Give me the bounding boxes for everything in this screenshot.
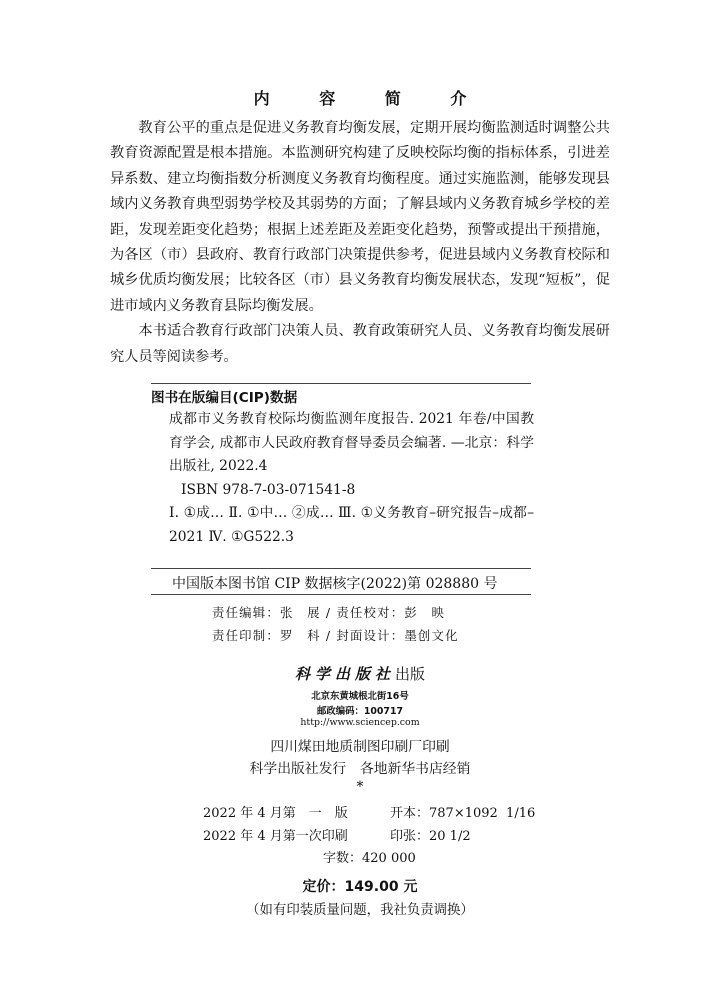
cip-top-rule: [151, 383, 531, 384]
printer: 四川煤田地质制图印刷厂印刷: [270, 739, 450, 755]
distribution: 科学出版社发行 各地新华书店经销: [249, 761, 471, 777]
imprint-printing: 2022 年 4 月第一次印刷: [203, 829, 348, 844]
publisher-logo-text: 科学出版社: [294, 665, 395, 683]
separator-star: *: [356, 779, 364, 795]
summary-paragraph: 本书适合教育行政部门决策人员、教育政策研究人员、义务教育均衡发展研究人员等阅读参考。: [110, 323, 610, 365]
page-title: 内 容 简 介: [253, 89, 489, 108]
imprint-sheets: 印张：20 1/2: [390, 829, 471, 844]
staff-line-production: 责任印制：罗 科 / 封面设计：墨创文化: [212, 628, 459, 643]
isbn: ISBN 978-7-03-071541-8: [181, 481, 356, 498]
publisher-website: http://www.sciencep.com: [300, 717, 420, 728]
cip-record-block: [169, 386, 534, 549]
summary-section: [110, 116, 610, 370]
classification: Ⅰ. ①成… Ⅱ. ①中… ②成… Ⅲ. ①义务教育–研究报告–成都–2021 Ⅳ. ①G522.3: [169, 505, 534, 545]
imprint-wordcount: 字数：420 000: [323, 851, 416, 866]
publisher-suffix: 出版: [395, 665, 426, 683]
cip-record: 成都市义务教育校际均衡监测年度报告. 2021 年卷/中国教育学会, 成都市人民政府教育督导委员会编著. —北京：科学出版社, 2022.4: [169, 411, 534, 474]
cip-heading: 图书在版编目(CIP)数据: [151, 390, 298, 406]
cip-middle-rule: [151, 568, 531, 569]
publisher-line: [0, 663, 720, 684]
cip-verification: 中国版本图书馆 CIP 数据核字(2022)第 028880 号: [172, 576, 498, 592]
summary-paragraph: 教育公平的重点是促进义务教育均衡发展，定期开展均衡监测适时调整公共教育资源配置是根本措施。本监测研究构建了反映校际均衡的指标体系，引进差异系数、建立均衡指数分析测度义务教育均衡程度。通过实施监测，能够发现县域内义务教育典型弱势学校及其弱势的方面；了解县域内义务教育城乡学校的差距，发现差距变化趋势；根据上述差距及差距变化趋势，预警或提出干预措施，为各区（市）县政府、教育行政部门决策提供参考，促进县域内义务教育校际和城乡优质均衡发展；比较各区（市）县义务教育均衡发展状态，发现“短板”，促进市域内义务教育县际均衡发展。: [110, 120, 610, 314]
imprint-format: 开本：787×1092 1/16: [390, 806, 536, 821]
imprint-edition: 2022 年 4 月第 一 版: [203, 806, 348, 821]
publisher-postcode: 邮政编码：100717: [316, 706, 403, 717]
staff-line-editors: 责任编辑：张 展 / 责任校对：彭 映: [212, 605, 446, 620]
quality-notice: （如有印装质量问题，我社负责调换）: [246, 903, 474, 918]
price: 定价：149.00 元: [302, 879, 418, 895]
cip-bottom-rule: [151, 594, 531, 595]
publisher-address: 北京东黄城根北街16号: [311, 691, 409, 702]
